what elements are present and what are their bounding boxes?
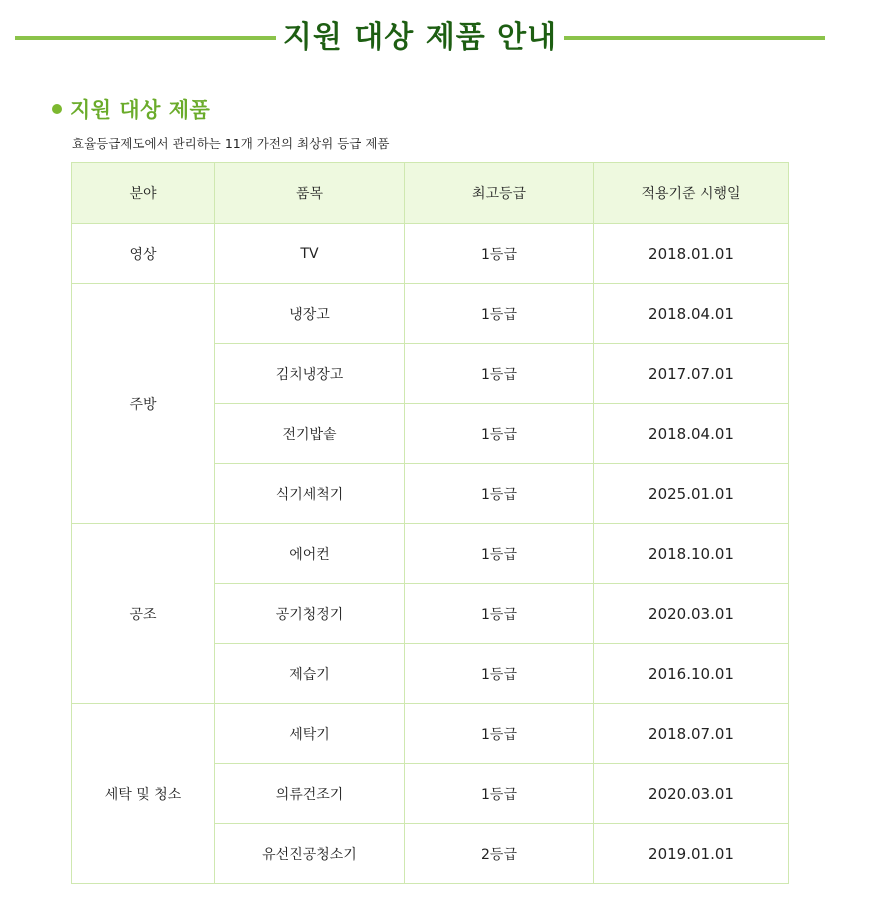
- table-header-row: [72, 163, 789, 224]
- page-header: [0, 14, 873, 64]
- header-item: 품목: [215, 163, 405, 224]
- header-rule-left: [15, 36, 276, 40]
- grade-cell: 2등급: [405, 824, 594, 884]
- date-cell: 2025.01.01: [594, 464, 789, 524]
- category-cell: 영상: [72, 224, 215, 284]
- section-description: 효율등급제도에서 관리하는 11개 가전의 최상위 등급 제품: [72, 136, 390, 151]
- grade-cell: 1등급: [405, 464, 594, 524]
- item-cell: 전기밥솥: [215, 404, 405, 464]
- header-category: 분야: [72, 163, 215, 224]
- grade-cell: 1등급: [405, 644, 594, 704]
- item-cell: 식기세척기: [215, 464, 405, 524]
- date-cell: 2016.10.01: [594, 644, 789, 704]
- bullet-icon: [52, 104, 62, 114]
- item-cell: 유선진공청소기: [215, 824, 405, 884]
- item-cell: 공기청정기: [215, 584, 405, 644]
- date-cell: 2020.03.01: [594, 584, 789, 644]
- item-cell: 제습기: [215, 644, 405, 704]
- date-cell: 2018.10.01: [594, 524, 789, 584]
- date-cell: 2018.07.01: [594, 704, 789, 764]
- grade-cell: 1등급: [405, 584, 594, 644]
- table-row: [72, 284, 789, 344]
- grade-cell: 1등급: [405, 404, 594, 464]
- page-title: 지원 대상 제품 안내: [282, 20, 558, 55]
- grade-cell: 1등급: [405, 344, 594, 404]
- table-row: [72, 524, 789, 584]
- date-cell: 2017.07.01: [594, 344, 789, 404]
- products-table: [71, 162, 789, 884]
- item-cell: TV: [215, 224, 405, 284]
- grade-cell: 1등급: [405, 224, 594, 284]
- item-cell: 세탁기: [215, 704, 405, 764]
- item-cell: 냉장고: [215, 284, 405, 344]
- header-grade: 최고등급: [405, 163, 594, 224]
- item-cell: 의류건조기: [215, 764, 405, 824]
- table-row: [72, 224, 789, 284]
- date-cell: 2019.01.01: [594, 824, 789, 884]
- grade-cell: 1등급: [405, 284, 594, 344]
- item-cell: 김치냉장고: [215, 344, 405, 404]
- section-heading: [52, 93, 210, 125]
- grade-cell: 1등급: [405, 764, 594, 824]
- date-cell: 2018.04.01: [594, 404, 789, 464]
- section-title: 지원 대상 제품: [70, 98, 211, 122]
- category-cell: 공조: [72, 524, 215, 704]
- header-rule-right: [564, 36, 825, 40]
- item-cell: 에어컨: [215, 524, 405, 584]
- header-date: 적용기준 시행일: [594, 163, 789, 224]
- grade-cell: 1등급: [405, 524, 594, 584]
- category-cell: 세탁 및 청소: [72, 704, 215, 884]
- date-cell: 2018.01.01: [594, 224, 789, 284]
- category-cell: 주방: [72, 284, 215, 524]
- date-cell: 2020.03.01: [594, 764, 789, 824]
- grade-cell: 1등급: [405, 704, 594, 764]
- table-row: [72, 704, 789, 764]
- date-cell: 2018.04.01: [594, 284, 789, 344]
